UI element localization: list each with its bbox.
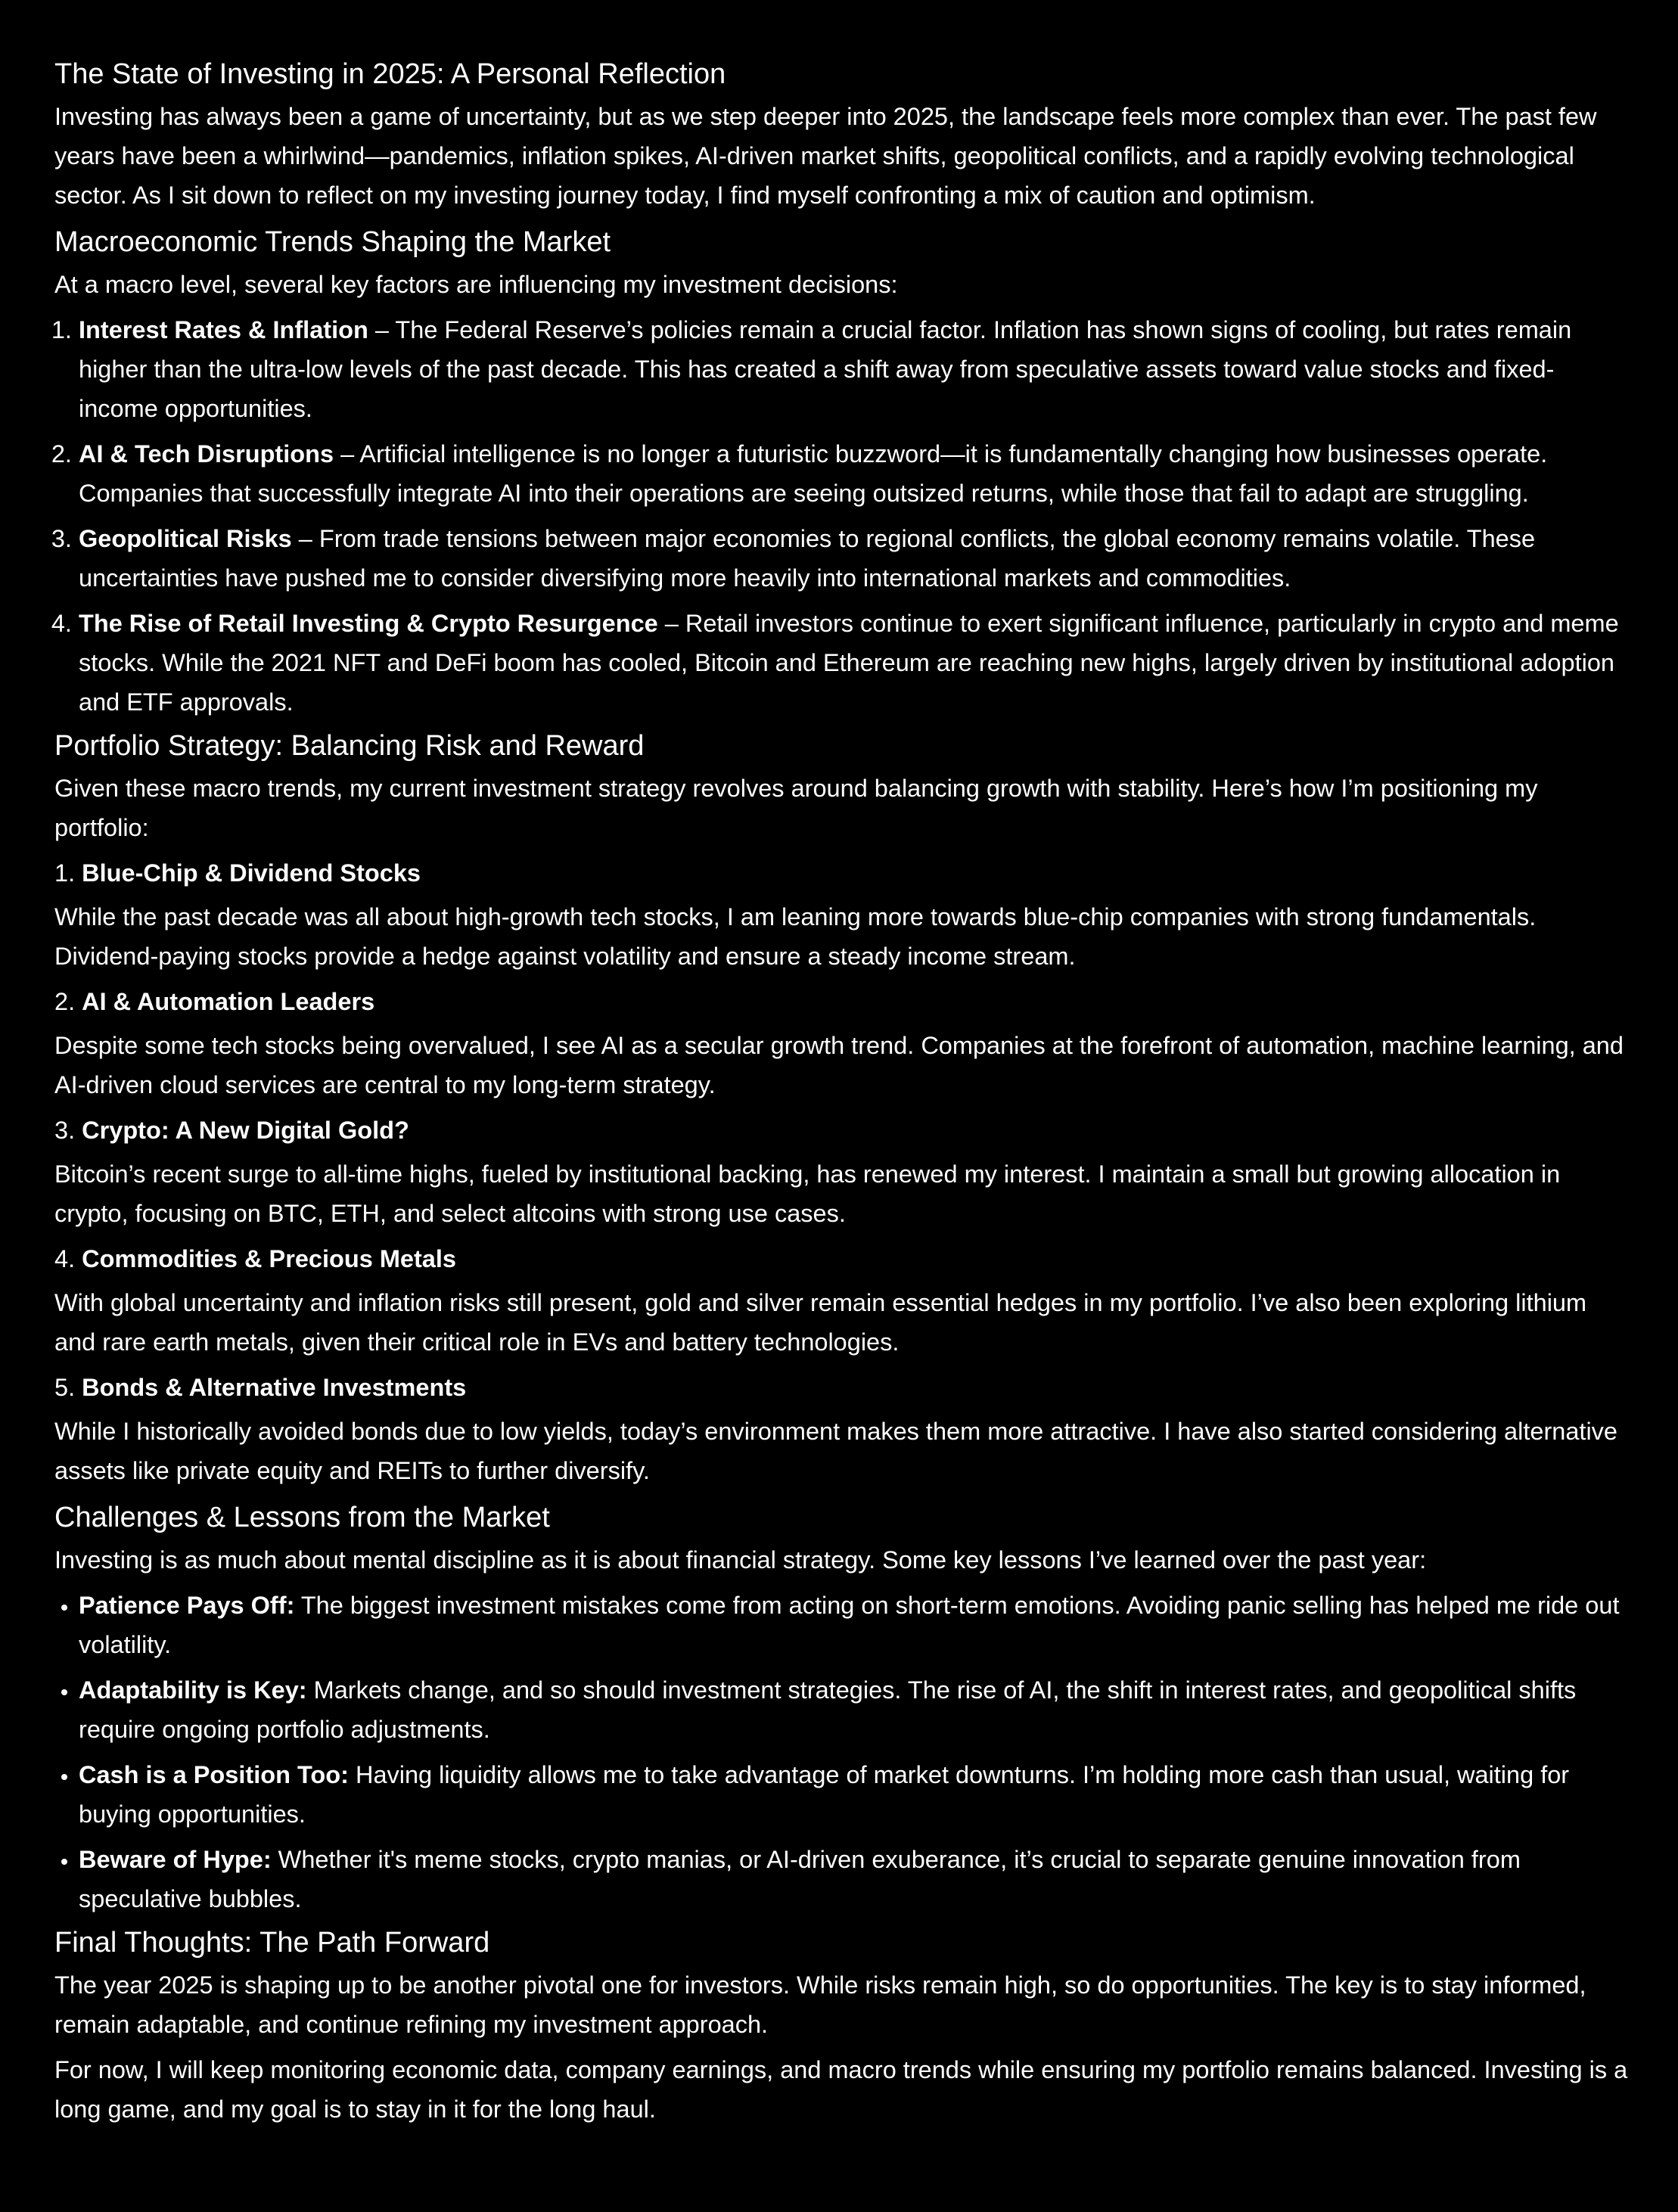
list-item-text: – The Federal Reserve’s policies remain a crucial factor. Inflation has shown signs of cooling, but rates remain higher than the ultra-low levels of the past decade. This has created a shift away from speculative assets toward value stocks and fixed-income opportunities. [79, 316, 1572, 422]
portfolio-lead: Given these macro trends, my current investment strategy revolves around balancing growth with stability. Here’s how I’m positioning my portfolio: [54, 775, 1538, 841]
article [54, 53, 1628, 2135]
final-paragraph-1: The year 2025 is shaping up to be another pivotal one for investors. While risks remain high, so do opportunities. The key is to stay informed, remain adaptable, and continue refining my investment approach. [54, 1971, 1586, 2038]
list-item-term: Adaptability is Key: [79, 1676, 307, 1704]
list-item [79, 1586, 1628, 1664]
list-item-text: Whether it's meme stocks, crypto manias, or AI-driven exuberance, it’s crucial to separate genuine innovation from speculative bubbles. [79, 1846, 1521, 1912]
list-item-text: Markets change, and so should investment strategies. The rise of AI, the shift in interest rates, and geopolitical shifts require ongoing portfolio adjustments. [79, 1676, 1577, 1743]
list-item-text: The biggest investment mistakes come from acting on short-term emotions. Avoiding panic selling has helped me ride out volatility. [79, 1592, 1620, 1658]
lessons-lead: Investing is as much about mental discipline as it is about financial strategy. Some key lessons I’ve learned over the past year: [54, 1546, 1427, 1574]
final-heading: Final Thoughts: The Path Forward [54, 1927, 490, 1959]
strategy-title: Bonds & Alternative Investments [82, 1374, 467, 1401]
strategy-text: With global uncertainty and inflation risks still present, gold and silver remain essential hedges in my portfolio. I’ve also been exploring lithium and rare earth metals, given their critical role in EVs and battery technologies. [54, 1289, 1587, 1356]
list-item-text: – From trade tensions between major economies to regional conflicts, the global economy remains volatile. These uncertainties have pushed me to consider diversifying more heavily into international markets and commodities. [79, 525, 1536, 592]
list-item [79, 434, 1628, 513]
strategy-text: Bitcoin’s recent surge to all-time highs, fueled by institutional backing, has renewed my interest. I maintain a small but growing allocation in crypto, focusing on BTC, ETH, and select altcoins with strong use cases. [54, 1160, 1561, 1227]
list-item-term: Interest Rates & Inflation [79, 316, 368, 343]
strategy-heading [54, 1368, 1628, 1407]
strategy-heading [54, 1111, 1628, 1150]
list-item [79, 1840, 1628, 1918]
macro-list [54, 310, 1628, 722]
list-item-term: The Rise of Retail Investing & Crypto Resurgence [79, 610, 658, 637]
list-item-term: AI & Tech Disruptions [79, 440, 334, 468]
portfolio-heading: Portfolio Strategy: Balancing Risk and Reward [54, 730, 645, 762]
strategy-number: 2. [54, 988, 76, 1015]
list-item-term: Cash is a Position Too: [79, 1761, 349, 1788]
strategy-heading [54, 982, 1628, 1021]
list-item-text: – Artificial intelligence is no longer a futuristic buzzword—it is fundamentally changing how businesses operate. Companies that successfully integrate AI into their operations are seeing outsized returns, while those that fail to adapt are struggling. [79, 440, 1548, 507]
list-item-text: – Retail investors continue to exert significant influence, particularly in crypto and meme stocks. While the 2021 NFT and DeFi boom has cooled, Bitcoin and Ethereum are reaching new highs, largely driven by institutional adoption and ETF approvals. [79, 610, 1619, 716]
lessons-list [54, 1586, 1628, 1918]
list-item [79, 310, 1628, 428]
lessons-heading: Challenges & Lessons from the Market [54, 1502, 550, 1533]
list-item-term: Geopolitical Risks [79, 525, 292, 552]
strategy-text: Despite some tech stocks being overvalued, I see AI as a secular growth trend. Companies at the forefront of automation, machine learning, and AI-driven cloud services are central to my long-term strategy. [54, 1032, 1624, 1098]
intro-paragraph: Investing has always been a game of uncertainty, but as we step deeper into 2025, the landscape feels more complex than ever. The past few years have been a whirlwind—pandemics, inflation spikes, AI-driven market shifts, geopolitical conflicts, and a rapidly evolving technological sector. As I sit down to reflect on my investing journey today, I find myself confronting a mix of caution and optimism. [54, 103, 1597, 209]
strategy-title: Commodities & Precious Metals [82, 1245, 456, 1272]
list-item-term: Beware of Hype: [79, 1846, 272, 1873]
list-item [79, 519, 1628, 598]
article-title: The State of Investing in 2025: A Personal Reflection [54, 58, 726, 90]
list-item [79, 1755, 1628, 1834]
strategy-text: While the past decade was all about high-growth tech stocks, I am leaning more towards blue-chip companies with strong fundamentals. Dividend-paying stocks provide a hedge against volatility and ensure a steady income stream. [54, 903, 1537, 970]
strategy-title: AI & Automation Leaders [82, 988, 375, 1015]
strategy-text: While I historically avoided bonds due to low yields, today’s environment makes them more attractive. I have also started considering alternative assets like private equity and REITs to further diversify. [54, 1418, 1617, 1484]
list-item-text: Having liquidity allows me to take advantage of market downturns. I’m holding more cash than usual, waiting for buying opportunities. [79, 1761, 1570, 1828]
strategy-number: 3. [54, 1117, 76, 1144]
strategy-number: 4. [54, 1245, 76, 1272]
strategy-number: 1. [54, 859, 76, 887]
list-item [79, 604, 1628, 722]
macro-heading: Macroeconomic Trends Shaping the Market [54, 226, 611, 258]
final-paragraph-2: For now, I will keep monitoring economic data, company earnings, and macro trends while ensuring my portfolio remains balanced. Investing is a long game, and my goal is to stay in it for the long haul. [54, 2056, 1628, 2123]
list-item-term: Patience Pays Off: [79, 1592, 295, 1619]
strategy-heading [54, 1239, 1628, 1278]
strategy-number: 5. [54, 1374, 76, 1401]
list-item [79, 1670, 1628, 1749]
strategy-title: Blue-Chip & Dividend Stocks [82, 859, 421, 887]
macro-lead: At a macro level, several key factors are influencing my investment decisions: [54, 271, 898, 298]
strategy-heading [54, 853, 1628, 893]
strategy-title: Crypto: A New Digital Gold? [82, 1117, 409, 1144]
